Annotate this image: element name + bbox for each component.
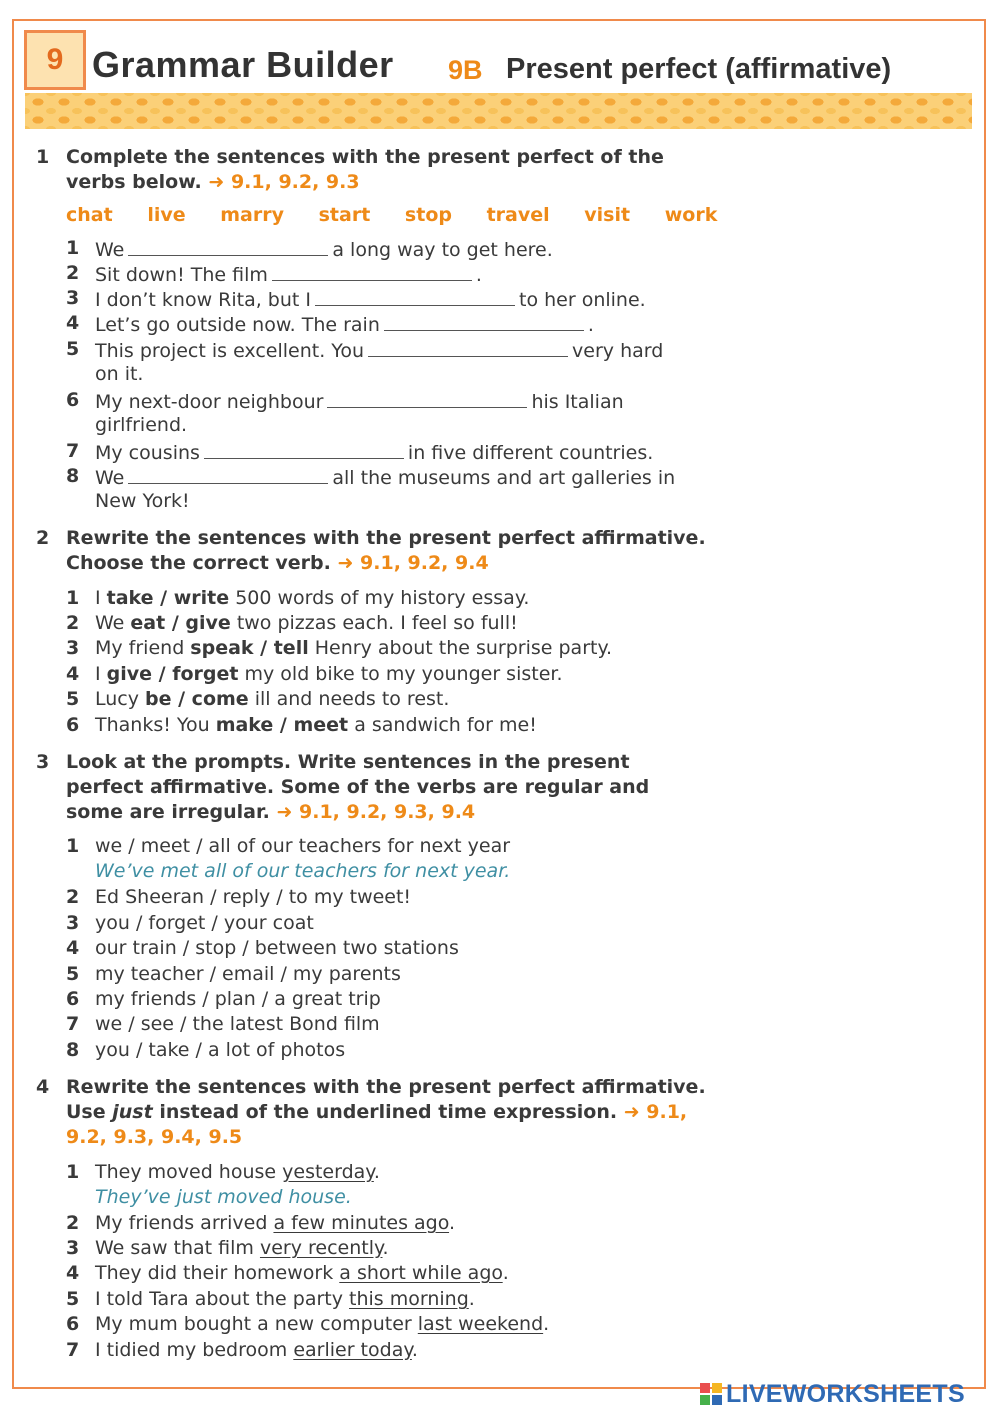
- item-text: .: [373, 1161, 380, 1183]
- item-prompt: our train / stop / between two stations: [95, 937, 459, 959]
- item-text: My friends arrived: [95, 1212, 268, 1234]
- item-text: .: [587, 314, 594, 336]
- item-text: ill and needs to rest.: [254, 688, 450, 710]
- item-number: 4: [66, 1262, 80, 1284]
- item-text-continued: on it.: [95, 363, 144, 385]
- reference-arrow-icon: ➜: [337, 552, 354, 574]
- time-expression: this morning: [349, 1288, 469, 1310]
- reference-arrow-icon: ➜: [208, 171, 225, 193]
- time-expression: yesterday: [282, 1161, 374, 1183]
- item-text: My cousins: [95, 442, 200, 464]
- item-text: two pizzas each. I feel so full!: [236, 612, 518, 634]
- answer-blank[interactable]: [128, 236, 328, 256]
- item-text: his Italian: [531, 391, 624, 413]
- answer-blank[interactable]: [368, 337, 568, 357]
- item-prompt: you / take / a lot of photos: [95, 1039, 346, 1061]
- exercise-number: 2: [36, 527, 50, 549]
- grammar-reference: 9.2, 9.3, 9.4, 9.5: [66, 1126, 243, 1148]
- item-prompt: we / meet / all of our teachers for next year: [95, 835, 511, 857]
- item-text: .: [382, 1237, 389, 1259]
- unit-number-badge: [24, 30, 86, 90]
- item-number: 8: [66, 1039, 80, 1061]
- time-expression: last weekend: [417, 1313, 544, 1335]
- item-number: 6: [66, 714, 80, 736]
- word-bank-item: start: [318, 204, 371, 226]
- item-text: a long way to get here.: [332, 239, 553, 261]
- word-bank-item: stop: [404, 204, 452, 226]
- item-text: .: [543, 1313, 550, 1335]
- item-prompt: we / see / the latest Bond film: [95, 1013, 380, 1035]
- exercise-instruction-keyword: just: [112, 1101, 153, 1123]
- reference-arrow-icon: ➜: [623, 1101, 640, 1123]
- grammar-reference: 9.1,: [646, 1101, 688, 1123]
- item-number: 7: [66, 1013, 80, 1035]
- exercise-instruction: Look at the prompts. Write sentences in the present: [66, 751, 630, 773]
- exercise-instruction: Complete the sentences with the present perfect of the verbs below.: [66, 146, 664, 193]
- item-number: 3: [66, 912, 80, 934]
- item-number: 4: [66, 937, 80, 959]
- item-number: 6: [66, 988, 80, 1010]
- item-text: This project is excellent. You: [95, 340, 365, 362]
- item-text: very hard: [572, 340, 664, 362]
- item-text: I told Tara about the party: [95, 1288, 343, 1310]
- word-bank-item: visit: [584, 204, 631, 226]
- item-number: 2: [66, 886, 80, 908]
- item-number: 1: [66, 835, 80, 857]
- answer-blank[interactable]: [272, 261, 472, 281]
- item-text: My friend: [95, 637, 185, 659]
- example-answer: We’ve met all of our teachers for next year.: [95, 860, 511, 882]
- word-bank: [66, 204, 735, 226]
- item-text: 500 words of my history essay.: [235, 587, 530, 609]
- item-number: 5: [66, 338, 80, 360]
- item-text: Thanks! You: [95, 714, 210, 736]
- exercise-instruction: Rewrite the sentences with the present perfect affirmative. Choose the correct verb.: [66, 527, 706, 574]
- item-text: They did their homework: [95, 1262, 334, 1284]
- item-text: .: [475, 264, 482, 286]
- item-text: We: [95, 612, 125, 634]
- item-number: 7: [66, 440, 80, 462]
- item-text: We: [95, 239, 125, 261]
- item-text: I: [95, 587, 101, 609]
- unit-number: 9: [46, 43, 64, 76]
- item-number: 5: [66, 963, 80, 985]
- decorative-banner: [25, 93, 972, 129]
- exercise-instruction: some are irregular.: [66, 801, 270, 823]
- item-text: .: [411, 1339, 418, 1361]
- word-bank-item: work: [664, 204, 718, 226]
- item-text: Let’s go outside now. The rain: [95, 314, 380, 336]
- answer-blank[interactable]: [315, 286, 515, 306]
- word-bank-item: live: [147, 204, 186, 226]
- item-text: We: [95, 467, 125, 489]
- logo-text: LIVEWORKSHEETS: [726, 1379, 965, 1408]
- exercise-instruction: Rewrite the sentences with the present perfect affirmative.: [66, 1076, 706, 1098]
- item-prompt: Ed Sheeran / reply / to my tweet!: [95, 886, 412, 908]
- item-text: .: [502, 1262, 509, 1284]
- reference-arrow-icon: ➜: [276, 801, 293, 823]
- item-text: We saw that film: [95, 1237, 254, 1259]
- time-expression: very recently: [259, 1237, 383, 1259]
- item-number: 6: [66, 389, 80, 411]
- item-text: My mum bought a new computer: [95, 1313, 412, 1335]
- verb-options: make / meet: [215, 714, 349, 736]
- item-prompt: you / forget / your coat: [95, 912, 314, 934]
- item-text: Henry about the surprise party.: [314, 637, 613, 659]
- grammar-reference: 9.1, 9.2, 9.3, 9.4: [299, 801, 476, 823]
- verb-options: take / write: [106, 587, 230, 609]
- item-text: I don’t know Rita, but I: [95, 289, 311, 311]
- item-number: 3: [66, 637, 80, 659]
- exercise-number: 4: [36, 1076, 50, 1098]
- item-number: 1: [66, 1161, 80, 1183]
- item-text-continued: girlfriend.: [95, 414, 188, 436]
- verb-options: give / forget: [106, 663, 239, 685]
- item-text: in five different countries.: [407, 442, 654, 464]
- answer-blank[interactable]: [128, 464, 328, 484]
- section-code: 9B: [448, 55, 483, 85]
- grammar-reference: 9.1, 9.2, 9.3: [230, 171, 360, 193]
- item-prompt: my friends / plan / a great trip: [95, 988, 381, 1010]
- answer-blank[interactable]: [327, 388, 527, 408]
- item-prompt: my teacher / email / my parents: [95, 963, 401, 985]
- item-number: 2: [66, 1212, 80, 1234]
- liveworksheets-icon: [700, 1383, 722, 1405]
- item-text: to her online.: [519, 289, 646, 311]
- exercise-number: 1: [36, 146, 50, 168]
- item-number: 5: [66, 688, 80, 710]
- item-text-continued: New York!: [95, 490, 190, 512]
- item-text: I: [95, 663, 101, 685]
- exercise-3-heading: [36, 750, 796, 828]
- answer-blank[interactable]: [384, 311, 584, 331]
- exercise-number: 3: [36, 751, 50, 773]
- exercise-1-heading: [36, 145, 796, 197]
- item-number: 1: [66, 237, 80, 259]
- time-expression: earlier today: [293, 1339, 412, 1361]
- exercise-instruction: Use: [66, 1101, 106, 1123]
- item-number: 1: [66, 587, 80, 609]
- item-text: .: [449, 1212, 456, 1234]
- item-number: 3: [66, 287, 80, 309]
- page-title: Grammar Builder: [92, 44, 394, 85]
- verb-options: speak / tell: [190, 637, 309, 659]
- example-answer: They’ve just moved house.: [95, 1186, 352, 1208]
- item-number: 6: [66, 1313, 80, 1335]
- word-bank-item: travel: [486, 204, 550, 226]
- exercise-instruction: perfect affirmative. Some of the verbs are regular and: [66, 776, 650, 798]
- item-text: my old bike to my younger sister.: [244, 663, 563, 685]
- item-number: 2: [66, 262, 80, 284]
- item-text: I tidied my bedroom: [95, 1339, 288, 1361]
- item-number: 5: [66, 1288, 80, 1310]
- answer-blank[interactable]: [204, 439, 404, 459]
- item-number: 8: [66, 465, 80, 487]
- item-number: 7: [66, 1339, 80, 1361]
- verb-options: be / come: [145, 688, 249, 710]
- item-text: Sit down! The film: [95, 264, 268, 286]
- item-number: 3: [66, 1237, 80, 1259]
- item-text: Lucy: [95, 688, 139, 710]
- item-number: 2: [66, 612, 80, 634]
- item-text: all the museums and art galleries in: [332, 467, 676, 489]
- exercise-instruction: instead of the underlined time expression.: [159, 1101, 618, 1123]
- exercise-2-heading: [36, 526, 796, 578]
- time-expression: a short while ago: [339, 1262, 503, 1284]
- section-title: Present perfect (affirmative): [506, 53, 892, 85]
- word-bank-item: chat: [66, 204, 113, 226]
- exercise-4-heading: [36, 1075, 796, 1153]
- time-expression: a few minutes ago: [273, 1212, 450, 1234]
- item-number: 4: [66, 312, 80, 334]
- grammar-reference: 9.1, 9.2, 9.4: [360, 552, 489, 574]
- item-text: My next-door neighbour: [95, 391, 324, 413]
- word-bank-item: marry: [220, 204, 284, 226]
- item-text: They moved house: [95, 1161, 277, 1183]
- item-text: .: [468, 1288, 475, 1310]
- item-number: 4: [66, 663, 80, 685]
- verb-options: eat / give: [130, 612, 231, 634]
- item-text: a sandwich for me!: [354, 714, 537, 736]
- liveworksheets-logo[interactable]: [700, 1380, 965, 1408]
